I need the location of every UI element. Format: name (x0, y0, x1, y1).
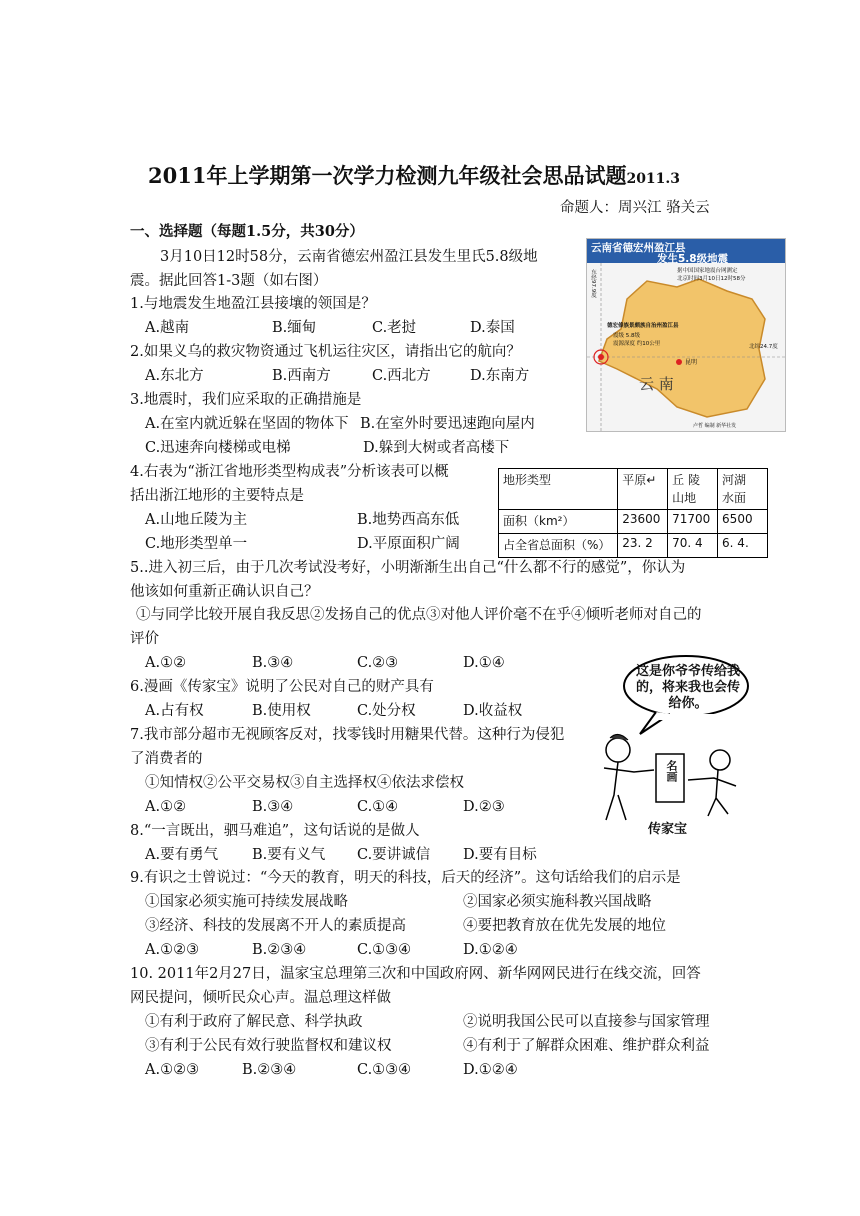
q9-option-b: B.②③④ (252, 942, 307, 958)
q4-stem-1: 4.右表为“浙江省地形类型构成表”分析该表可以概 (130, 464, 449, 480)
q3-option-c: C.迅速奔向楼梯或电梯 (145, 440, 291, 456)
map-banner-line-2: 发生5.8级地震 (657, 253, 729, 265)
q5-stem-1: 5..进入初三后，由于几次考试没考好，小明渐渐生出自己“什么都不行的感觉”，你认为 (130, 560, 686, 576)
q4-option-a: A.山地丘陵为主 (145, 512, 248, 528)
q6-option-b: B.使用权 (252, 703, 311, 719)
cartoon-speech: 这是你爷爷传给我的，将来我也会传给你。 (636, 664, 741, 711)
earthquake-map (586, 238, 786, 432)
q10-item-2: ②说明我国公民可以直接参与国家管理 (463, 1014, 710, 1030)
table-cell: 6. 4. (718, 534, 768, 558)
father-arms (604, 768, 654, 772)
table-header-cell: 河湖 水面 (718, 469, 768, 510)
section-heading: 一、选择题（每题1.5分，共30分） (130, 223, 364, 240)
map-epicenter-1: 德宏傣族景颇族自治州盈江县 (607, 323, 679, 329)
map-source-2: 北京时间3月10日12时58分 (677, 276, 746, 282)
table-header-cell: 丘 陵 山地 (668, 469, 718, 510)
q10-option-b: B.②③④ (242, 1062, 297, 1078)
q5-option-b: B.③④ (252, 655, 294, 671)
q8-option-d: D.要有目标 (463, 847, 537, 863)
table-cell: 面积（km²） (499, 510, 618, 534)
map-epicenter-2: 震级 5.8级 (613, 333, 640, 339)
q1-option-d: D.泰国 (470, 320, 515, 336)
q5-option-c: C.②③ (357, 655, 399, 671)
kunming-dot (676, 359, 682, 365)
q9-item-2: ②国家必须实施科教兴国战略 (463, 894, 652, 910)
q10-stem-1: 10. 2011年2月27日，温家宝总理第三次和中国政府网、新华网网民进行在线交流，回答 (130, 966, 701, 982)
cartoon-illustration (596, 650, 762, 840)
q5-items-1: ①与同学比较开展自我反思②发扬自己的优点③对他人评价毫不在乎④倾听老师对自己的 (136, 607, 702, 623)
map-epicenter-3: 震源深度 约10公里 (613, 341, 661, 347)
q2-option-c: C.西北方 (372, 368, 431, 384)
q10-option-a: A.①②③ (145, 1062, 200, 1078)
q9-option-a: A.①②③ (145, 942, 200, 958)
child-body (708, 770, 728, 816)
q4-stem-2: 括出浙江地形的主要特点是 (130, 488, 304, 504)
q9-item-3: ③经济、科技的发展离不开人的素质提高 (145, 918, 406, 934)
q1-option-a: A.越南 (145, 320, 190, 336)
map-city-label: 昆明 (685, 359, 698, 366)
table-header-cell: 地形类型 (499, 469, 618, 510)
table-cell: 71700 (668, 510, 718, 534)
child-arms (688, 778, 736, 786)
q10-option-c: C.①③④ (357, 1062, 412, 1078)
q3-stem: 3.地震时，我们应采取的正确措施是 (130, 392, 362, 408)
q2-option-d: D.东南方 (470, 368, 530, 384)
q8-stem: 8.“一言既出，驷马难追”，这句话说的是做人 (130, 823, 420, 839)
q9-stem: 9.有识之士曾说过：“今天的教育，明天的科技，后天的经济”。这句话给我们的启示是 (130, 870, 681, 886)
cartoon-caption: 传家宝 (648, 822, 688, 837)
q1-stem: 1.与地震发生地盈江县接壤的领国是？ (130, 296, 376, 312)
q3-option-b: B.在室外时要迅速跑向屋内 (360, 416, 535, 432)
q6-option-a: A.占有权 (145, 703, 204, 719)
q9-item-1: ①国家必须实施可持续发展战略 (145, 894, 348, 910)
table-cell: 70. 4 (668, 534, 718, 558)
table-header-row (499, 469, 768, 510)
q3-option-a: A.在室内就近躲在坚固的物体下 (145, 416, 349, 432)
q2-option-b: B.西南方 (272, 368, 331, 384)
q6-option-c: C.处分权 (357, 703, 416, 719)
title-date: 2011.3 (626, 171, 681, 187)
q5-option-a: A.①② (145, 655, 187, 671)
map-latitude-label: 北纬24.7度 (749, 344, 778, 350)
q4-option-d: D.平原面积广阔 (357, 536, 460, 552)
q5-items-2: 评价 (130, 631, 159, 647)
table-row (499, 510, 768, 534)
map-source-1: 据中国国家地震台网测定 (677, 268, 738, 274)
q10-option-d: D.①②④ (463, 1062, 518, 1078)
q10-stem-2: 网民提问，倾听民众心声。温总理这样做 (130, 990, 391, 1006)
father-head (606, 738, 630, 762)
q7-stem-2: 了消费者的 (130, 751, 203, 767)
q7-option-a: A.①② (145, 799, 187, 815)
q10-item-4: ④有利于了解群众困难、维护群众利益 (463, 1038, 710, 1054)
q6-stem: 6.漫画《传家宝》说明了公民对自己的财产具有 (130, 679, 434, 695)
q1-option-b: B.缅甸 (272, 320, 317, 336)
epicenter-dot (598, 354, 604, 360)
q5-option-d: D.①④ (463, 655, 505, 671)
author-line: 命题人：周兴江 骆关云 (560, 200, 710, 216)
child-head (710, 750, 730, 770)
q10-item-1: ①有利于政府了解民意、科学执政 (145, 1014, 363, 1030)
table-cell: 6500 (718, 510, 768, 534)
page-title (148, 160, 680, 190)
table-cell: 占全省总面积（%） (499, 534, 618, 558)
q7-option-c: C.①④ (357, 799, 399, 815)
q2-option-a: A.东北方 (145, 368, 204, 384)
table-cell: 23. 2 (618, 534, 668, 558)
q4-option-b: B.地势西高东低 (357, 512, 460, 528)
q7-option-b: B.③④ (252, 799, 294, 815)
q3-option-d: D.躲到大树或者高楼下 (363, 440, 510, 456)
q9-item-4: ④要把教育放在优先发展的地位 (463, 918, 666, 934)
map-banner-line-1: 云南省德宏州盈江县 (591, 242, 686, 254)
q9-option-d: D.①②④ (463, 942, 518, 958)
q2-stem: 2.如果义乌的救灾物资通过飞机运往灾区，请指出它的航向？ (130, 344, 521, 360)
q7-stem-1: 7.我市部分超市无视顾客反对，找零钱时用糖果代替。这种行为侵犯 (130, 727, 565, 743)
q7-items: ①知情权②公平交易权③自主选择权④依法求偿权 (145, 775, 464, 791)
q8-option-b: B.要有义气 (252, 847, 326, 863)
q8-option-a: A.要有勇气 (145, 847, 219, 863)
yunnan-shape (599, 279, 765, 417)
map-longitude-label: 东经97.9度 (590, 269, 596, 298)
q5-stem-2: 他该如何重新正确认识自己？ (130, 584, 319, 600)
table-row (499, 534, 768, 558)
intro-line-1: 3月10日12时58分，云南省德宏州盈江县发生里氏5.8级地 (160, 249, 538, 265)
q1-option-c: C.老挝 (372, 320, 417, 336)
q4-option-c: C.地形类型单一 (145, 536, 248, 552)
q6-option-d: D.收益权 (463, 703, 523, 719)
q8-option-c: C.要讲诚信 (357, 847, 431, 863)
terrain-table (498, 468, 768, 558)
q7-option-d: D.②③ (463, 799, 505, 815)
table-header-cell: 平原↵ (618, 469, 668, 510)
q9-option-c: C.①③④ (357, 942, 412, 958)
q10-item-3: ③有利于公民有效行驶监督权和建议权 (145, 1038, 392, 1054)
table-cell: 23600 (618, 510, 668, 534)
title-text: 2011年上学期第一次学力检测九年级社会思品试题 (148, 163, 627, 188)
map-credit: 卢哲 编制 新华社发 (693, 423, 737, 429)
map-province-label: 云 南 (639, 375, 674, 393)
cartoon-scroll-text: 名画 (665, 760, 678, 782)
intro-line-2: 震。据此回答1-3题（如右图） (130, 273, 328, 289)
